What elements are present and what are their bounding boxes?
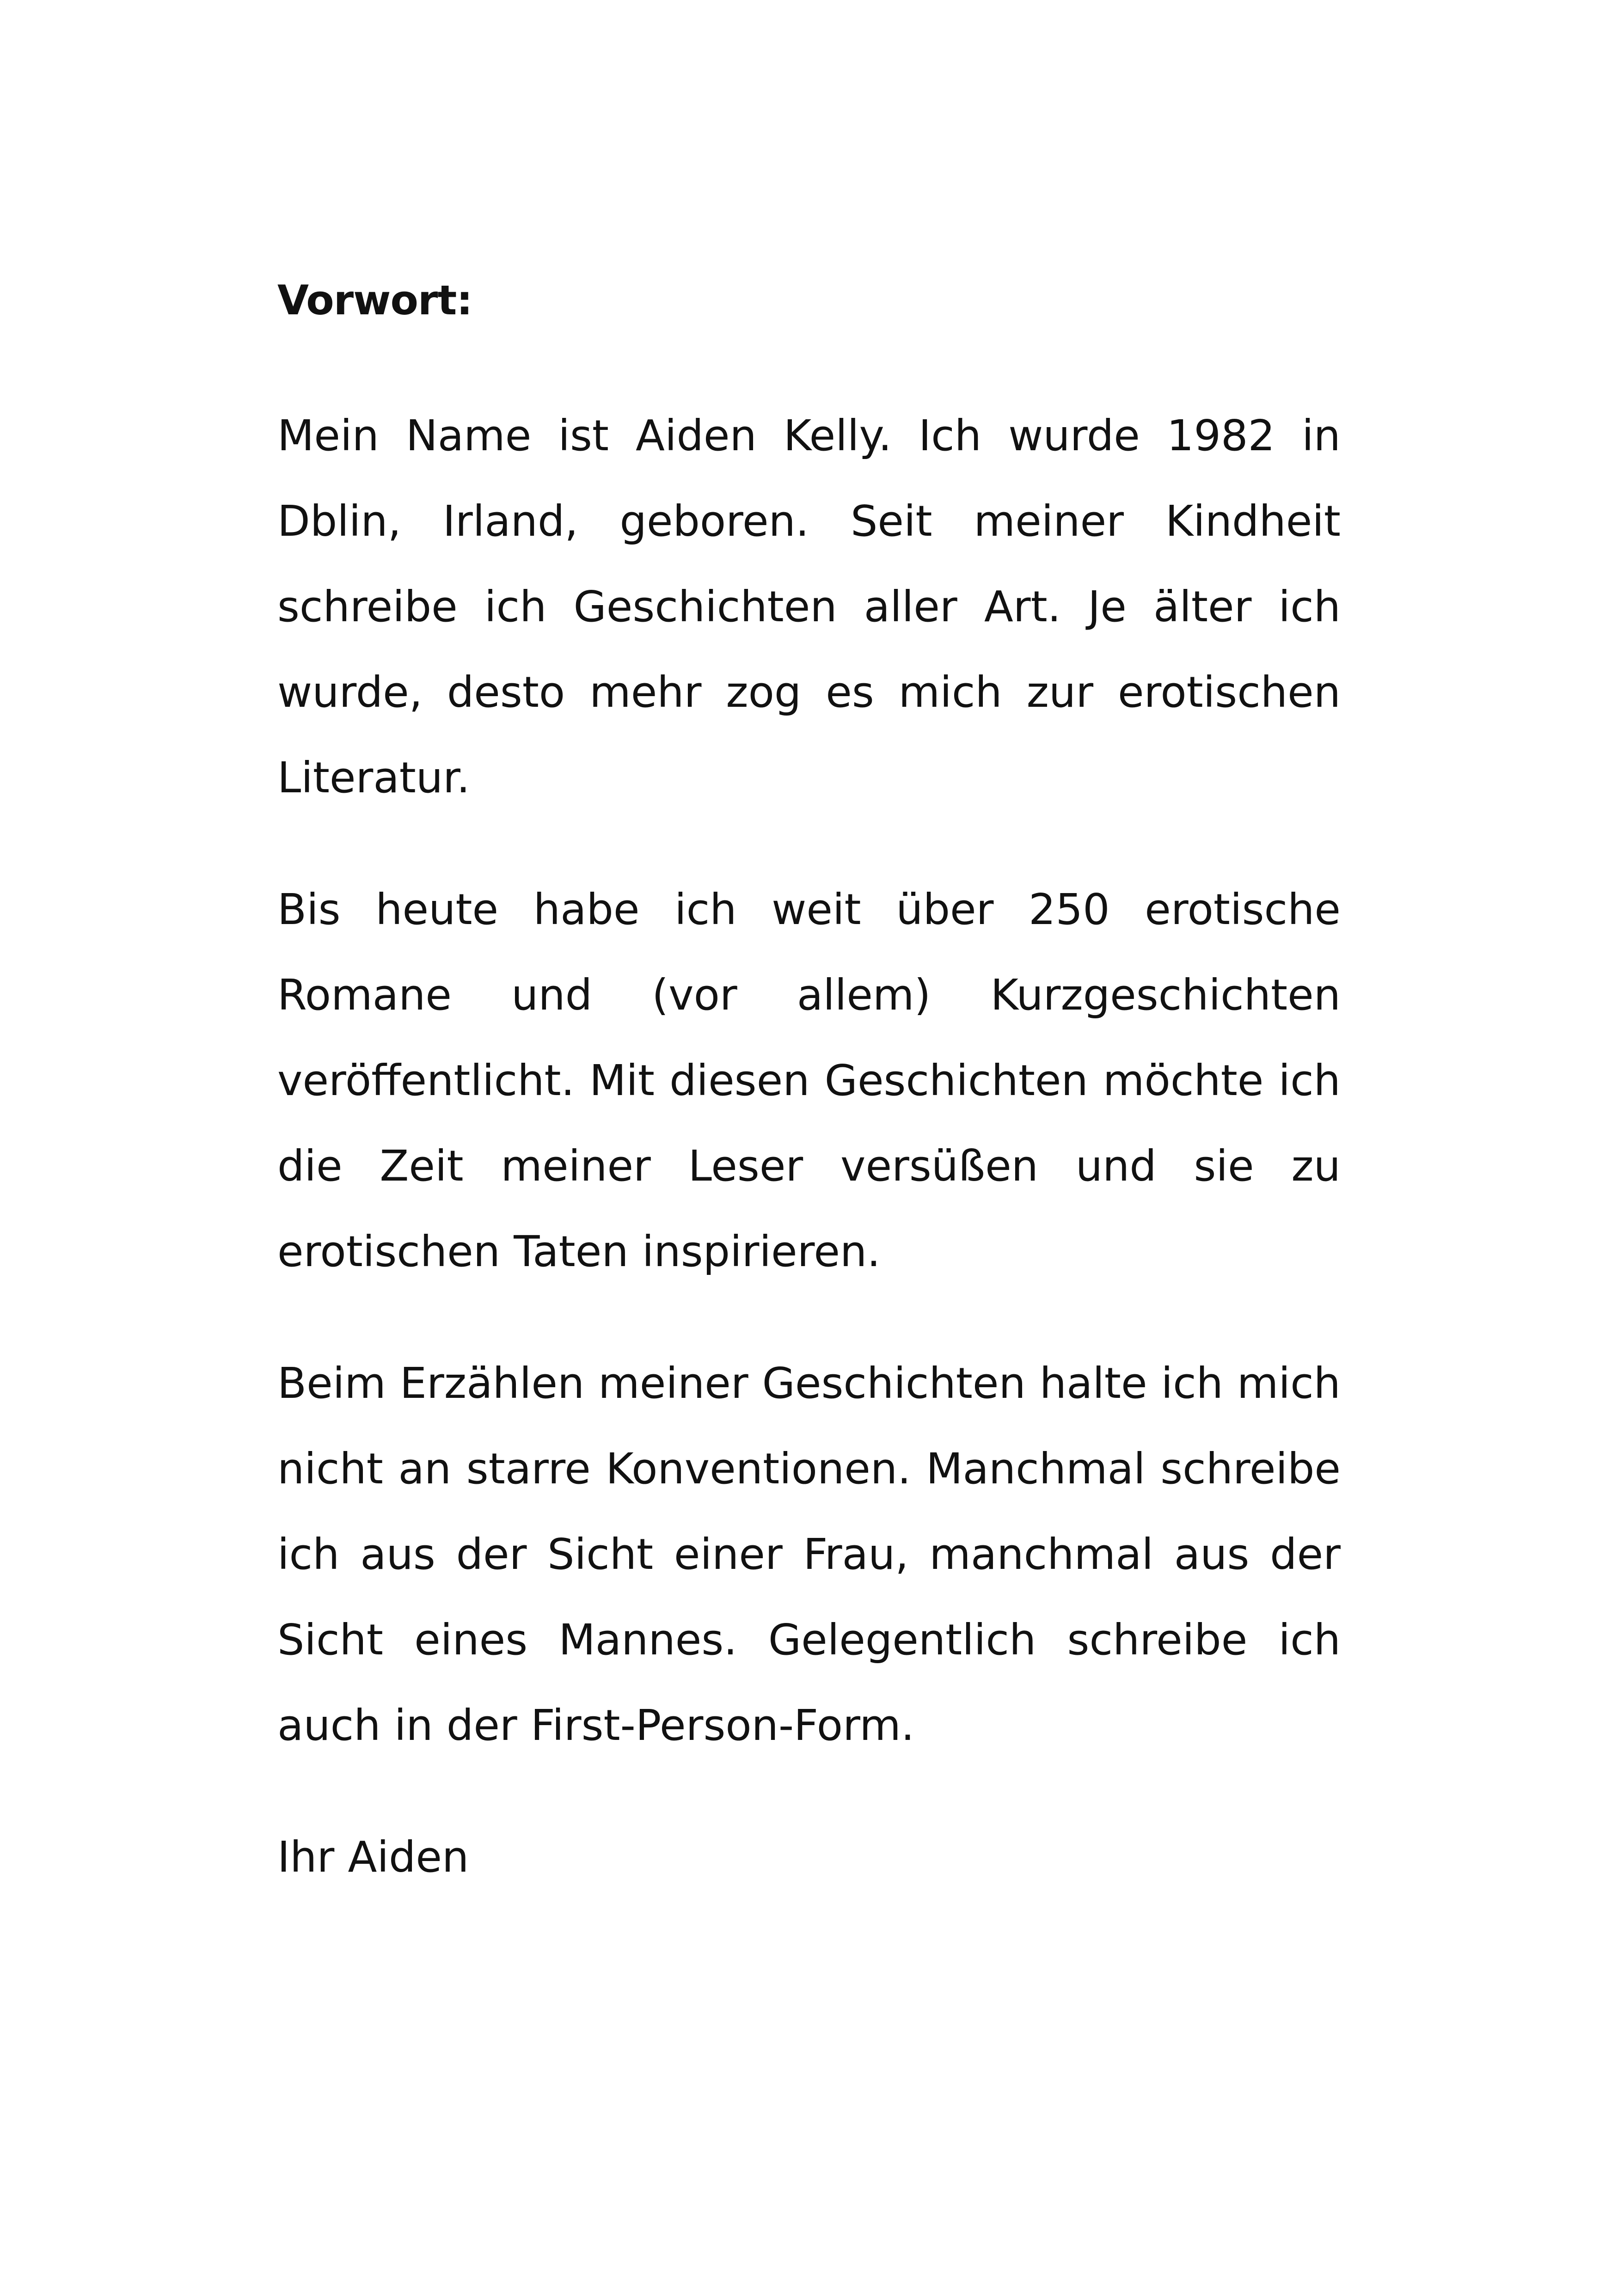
paragraph-style: Beim Erzählen meiner Geschichten halte ich mich nicht an starre Konventionen. Manchmal schreibe ich aus der Sicht einer Frau, manchmal aus der Sicht eines Mannes. Gelegentlich schreibe ich auch in der First-Person-Form. bbox=[277, 1359, 1341, 1750]
page-heading: Vorwort: bbox=[277, 276, 472, 324]
signature: Ihr Aiden bbox=[277, 1832, 469, 1882]
paragraph-publications: Bis heute habe ich weit über 250 erotische Romane und (vor allem) Kurzgeschichten veröffentlicht. Mit diesen Geschichten möchte ich die Zeit meiner Leser versüßen und sie zu erotischen Taten inspirieren. bbox=[277, 885, 1341, 1276]
paragraph-intro: Mein Name ist Aiden Kelly. Ich wurde 1982 in Dblin, Irland, geboren. Seit meiner Kindheit schreibe ich Geschichten aller Art. Je älter ich wurde, desto mehr zog es mich zur erotischen Literatur. bbox=[277, 411, 1341, 802]
document-page bbox=[277, 273, 1341, 1900]
